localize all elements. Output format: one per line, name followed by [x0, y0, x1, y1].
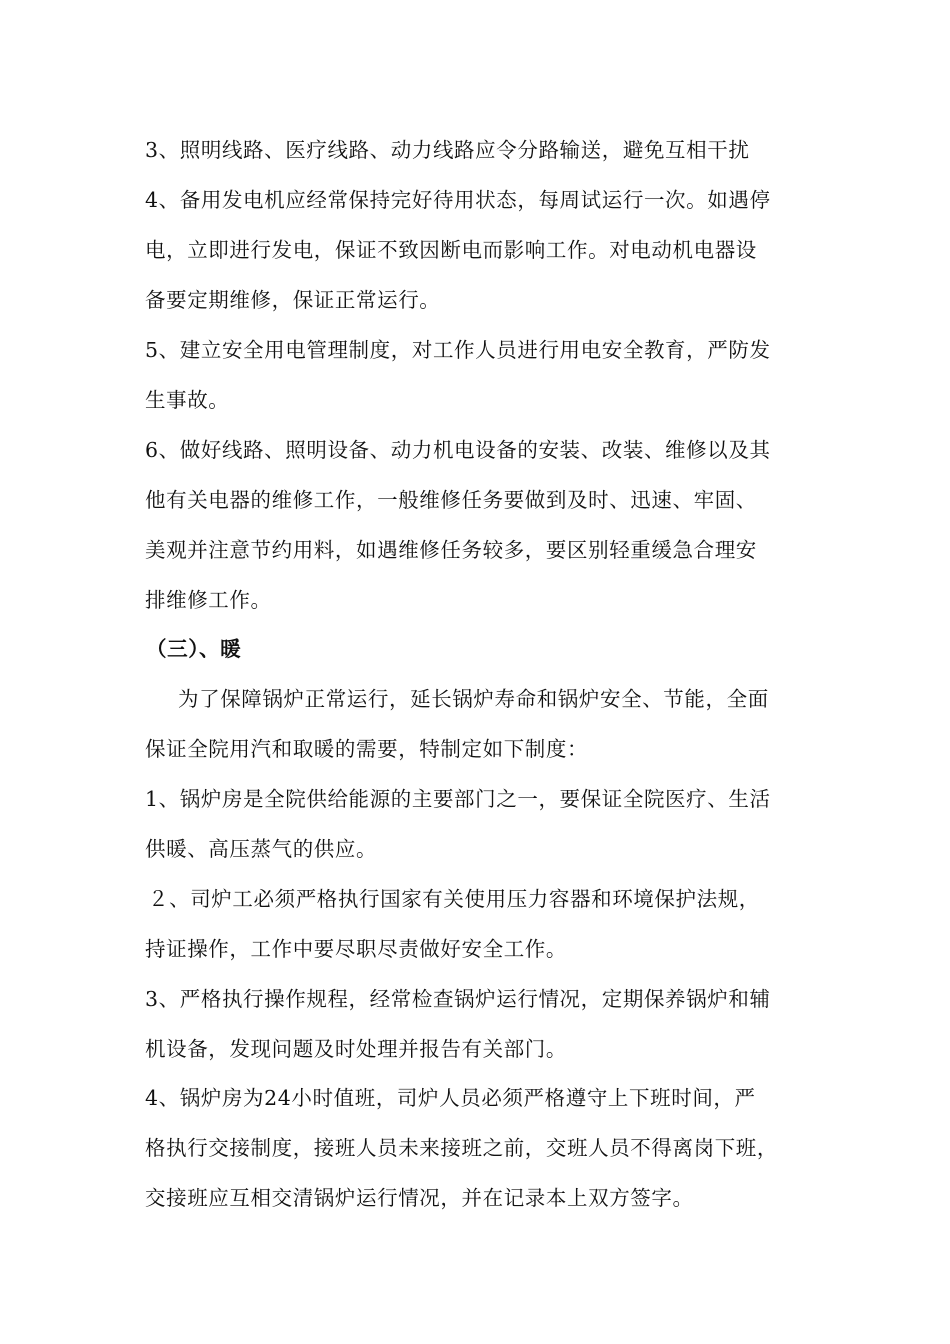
text-line-22: 交接班应互相交清锅炉运行情况，并在记录本上双方签字。 — [145, 1186, 694, 1210]
text-line-18: 3、严格执行操作规程，经常检查锅炉运行情况，定期保养锅炉和辅 — [145, 987, 771, 1011]
text-line-3: 电，立即进行发电，保证不致因断电而影响工作。对电动机电器设 — [145, 238, 757, 262]
text-line-7: 6、做好线路、照明设备、动力机电设备的安装、改装、维修以及其 — [145, 438, 771, 462]
text-line-13: 保证全院用汽和取暖的需要，特制定如下制度： — [145, 737, 589, 761]
text-line-4: 备要定期维修，保证正常运行。 — [145, 288, 441, 312]
text-line-19: 机设备，发现问题及时处理并报告有关部门。 — [145, 1037, 567, 1061]
text-line-8: 他有关电器的维修工作，一般维修任务要做到及时、迅速、牢固、 — [145, 488, 757, 512]
text-line-20: 4、锅炉房为24小时值班，司炉人员必须严格遵守上下班时间，严 — [145, 1086, 756, 1110]
text-line-9: 美观并注意节约用料，如遇维修任务较多，要区别轻重缓急合理安 — [145, 538, 757, 562]
text-line-21: 格执行交接制度，接班人员未来接班之前，交班人员不得离岗下班， — [145, 1136, 778, 1160]
text-line-2: 4、备用发电机应经常保持完好待用状态，每周试运行一次。如遇停 — [145, 188, 771, 212]
text-line-5: 5、建立安全用电管理制度，对工作人员进行用电安全教育，严防发 — [145, 338, 771, 362]
text-line-14: 1、锅炉房是全院供给能源的主要部门之一，要保证全院医疗、生活 — [145, 787, 771, 811]
text-line-15: 供暖、高压蒸气的供应。 — [145, 837, 378, 861]
text-line-1: 3、照明线路、医疗线路、动力线路应令分路输送，避免互相干扰 — [145, 138, 750, 162]
text-line-16: ２、司炉工必须严格执行国家有关使用压力容器和环境保护法规， — [148, 887, 760, 911]
section-heading-heating: （三）、暖 — [146, 637, 242, 661]
text-line-12: 为了保障锅炉正常运行，延长锅炉寿命和锅炉安全、节能，全面 — [178, 687, 769, 711]
text-line-6: 生事故。 — [145, 388, 230, 412]
text-line-17: 持证操作，工作中要尽职尽责做好安全工作。 — [145, 937, 567, 961]
text-line-10: 排维修工作。 — [145, 588, 272, 612]
